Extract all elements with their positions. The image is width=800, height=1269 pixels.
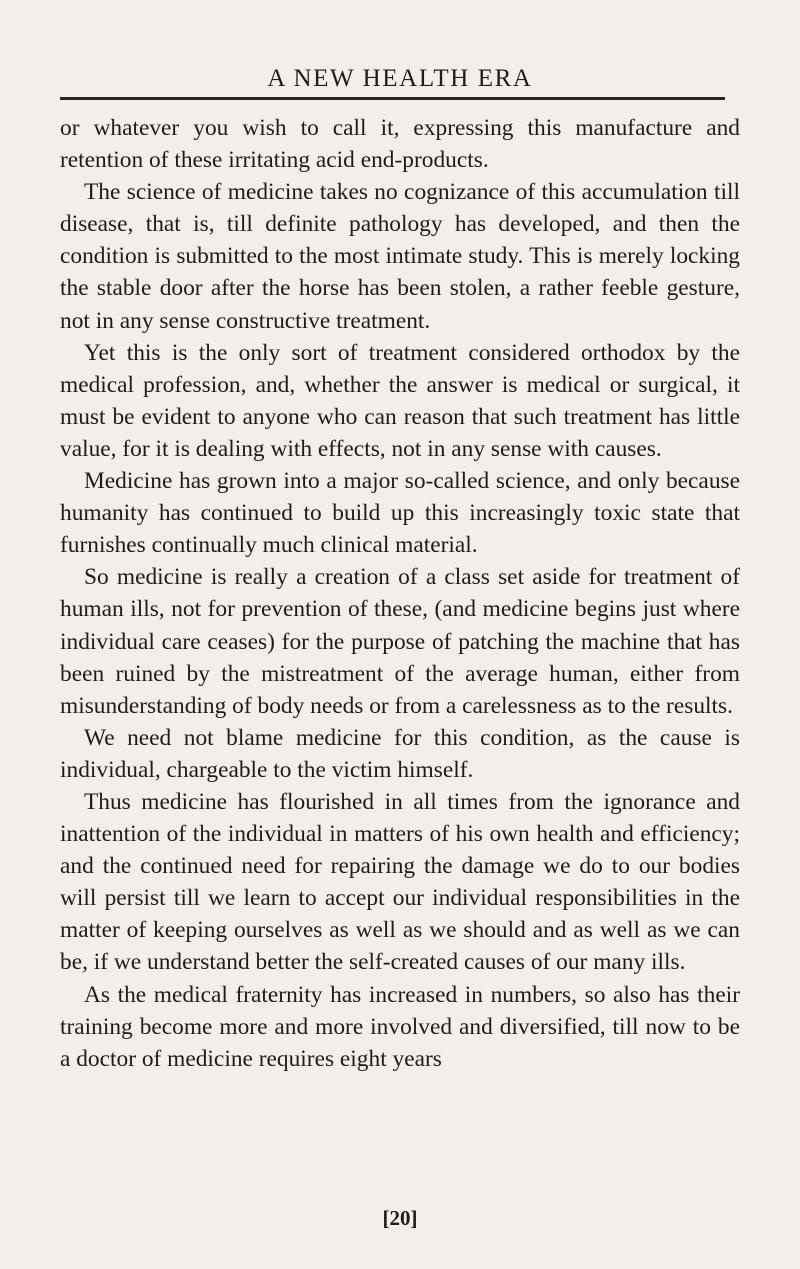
paragraph: We need not blame medicine for this condition, as the cause is individual, chargeable to the victim himself. [60, 724, 740, 783]
paragraph: Thus medicine has flourished in all times from the ignorance and inattention of the individual in matters of his own health and efficiency; and the continued need for repairing the damage we do to our bodies will persist till we learn to accept our individual responsibilities in the matter of keeping ourselves as well as we should and as well as we can be, if we understand better the self-created causes of our many ills. [60, 788, 740, 976]
page-number: [20] [382, 1206, 418, 1230]
paragraph: As the medical fraternity has increased in numbers, so also has their training become more and more involved and diversified, till now to be a doctor of medicine requires eight years [60, 981, 740, 1072]
header-rule [60, 97, 725, 100]
body-text [60, 112, 740, 1075]
paragraph: The science of medicine takes no cognizance of this accumulation till disease, that is, till definite pathology has developed, and then the condition is submitted to the most intimate study. This is merely locking the stable door after the horse has been stolen, a rather feeble gesture, not in any sense constructive treatment. [60, 179, 740, 334]
paragraph: Yet this is the only sort of treatment considered orthodox by the medical profession, and, whether the answer is medical or surgical, it must be evident to anyone who can reason that such treatment has little value, for it is dealing with effects, not in any sense with causes. [60, 339, 740, 462]
paragraph: Medicine has grown into a major so-called science, and only because humanity has continued to build up this increasingly toxic state that furnishes continually much clinical material. [60, 468, 740, 559]
paragraph: So medicine is really a creation of a class set aside for treatment of human ills, not for prevention of these, (and medicine begins just where individual care ceases) for the purpose of patching the machine that has been ruined by the mistreatment of the average human, either from misunderstanding of body needs or from a carelessness as to the results. [60, 564, 740, 719]
paragraph: or whatever you wish to call it, expressing this manufacture and retention of these irritating acid end-products. [60, 115, 740, 174]
running-head: A NEW HEALTH ERA [267, 65, 533, 92]
